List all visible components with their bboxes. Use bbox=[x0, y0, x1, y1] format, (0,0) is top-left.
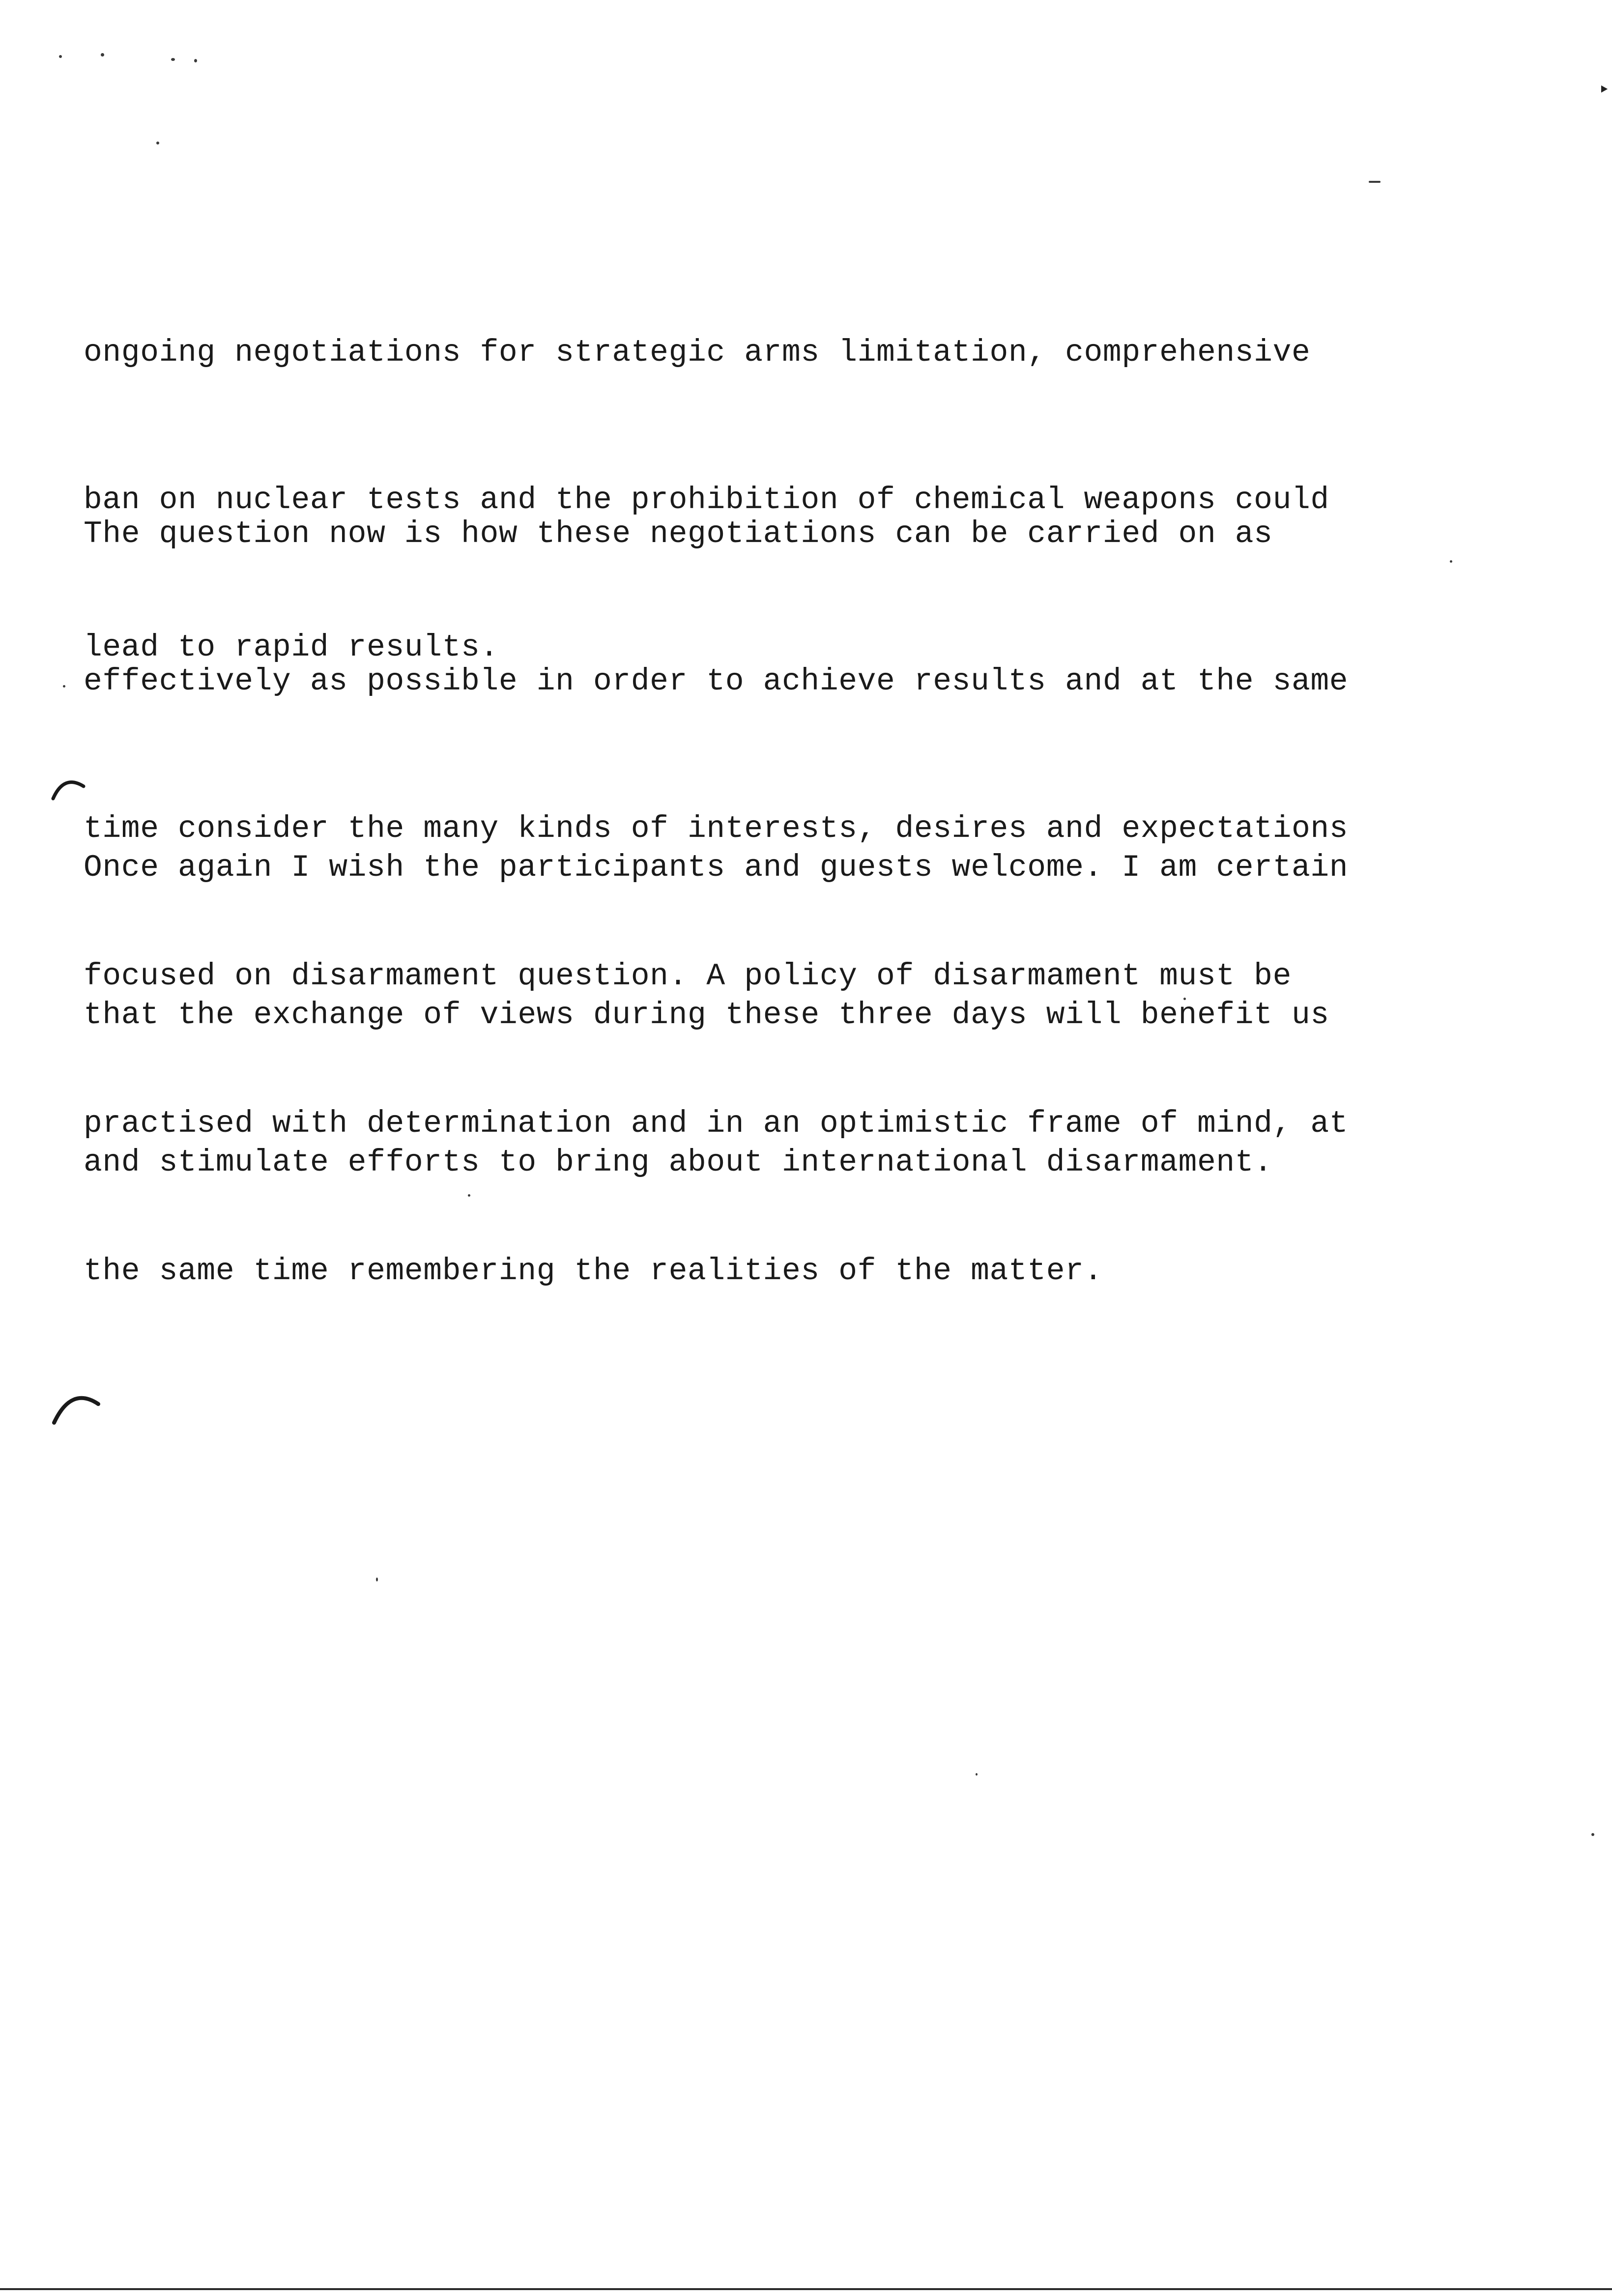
text-line: that the exchange of views during these three days will benefit us bbox=[84, 998, 1329, 1033]
page-bottom-edge bbox=[0, 2288, 1612, 2290]
text-line: practised with determination and in an optimistic frame of mind, at bbox=[84, 1106, 1349, 1141]
scan-speck bbox=[1591, 1833, 1594, 1836]
text-line: and stimulate efforts to bring about international disarmament. bbox=[84, 1145, 1273, 1180]
scan-speck bbox=[171, 58, 175, 61]
text-line: time consider the many kinds of interests, desires and expectations bbox=[84, 811, 1349, 846]
text-line: Once again I wish the participants and guests welcome. I am certain bbox=[84, 850, 1349, 885]
text-line: ongoing negotiations for strategic arms limitation, comprehensive bbox=[84, 335, 1311, 370]
text-line: the same time remembering the realities of the matter. bbox=[84, 1254, 1103, 1289]
scan-speck bbox=[376, 1578, 378, 1581]
text-line: focused on disarmament question. A policy of disarmament must be bbox=[84, 959, 1292, 994]
scan-speck bbox=[194, 59, 197, 62]
scan-mark: ‣ bbox=[1598, 79, 1610, 101]
text-line: ban on nuclear tests and the prohibition of chemical weapons could bbox=[84, 483, 1329, 517]
scan-speck bbox=[1450, 560, 1452, 563]
scan-speck bbox=[156, 142, 159, 144]
text-line: lead to rapid results. bbox=[84, 630, 499, 665]
scan-speck bbox=[101, 53, 104, 57]
body-paragraph bbox=[84, 745, 1440, 1286]
scan-speck bbox=[976, 1773, 978, 1776]
scan-speck bbox=[1369, 181, 1381, 183]
scan-speck bbox=[63, 685, 65, 688]
text-line: effectively as possible in order to achieve results and at the same bbox=[84, 664, 1349, 699]
scan-speck bbox=[59, 55, 62, 58]
text-line: The question now is how these negotiations can be carried on as bbox=[84, 517, 1273, 551]
